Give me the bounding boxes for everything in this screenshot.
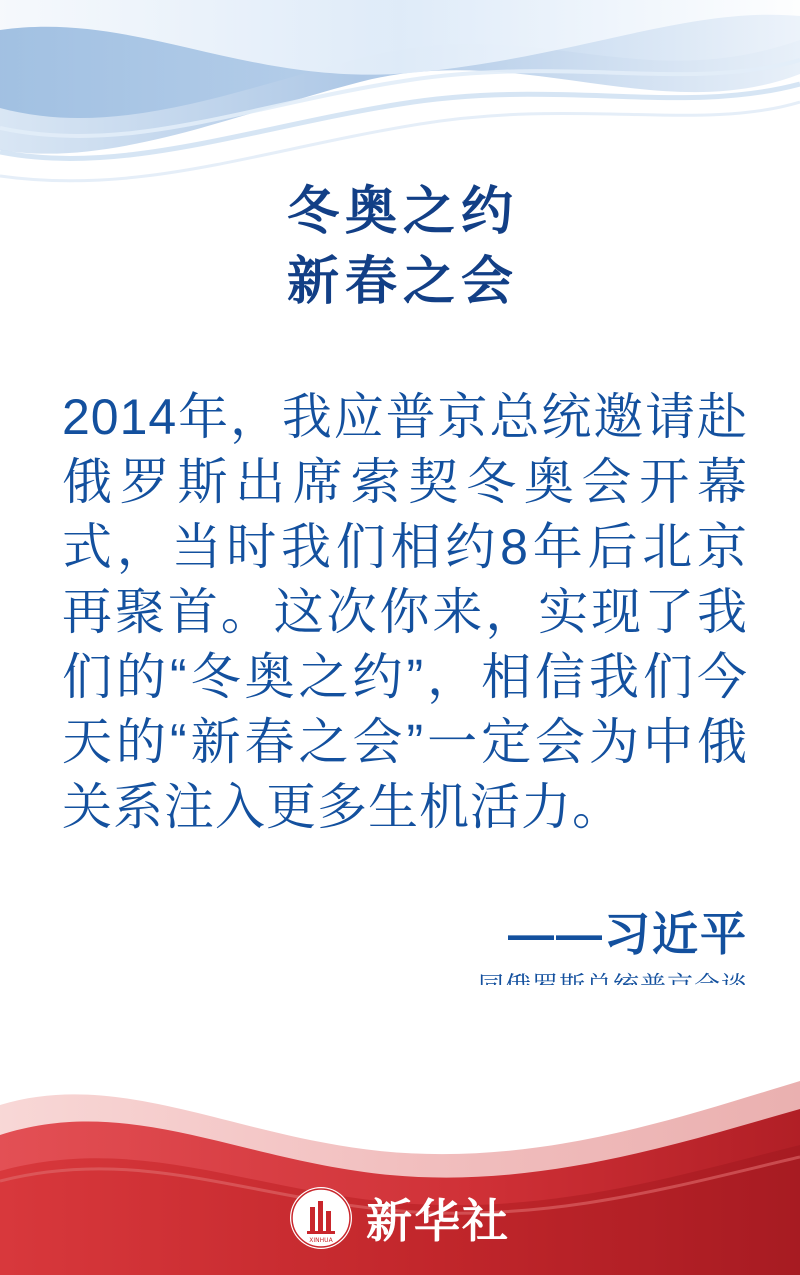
svg-text:XINHUA: XINHUA: [309, 1237, 333, 1244]
xinhua-logo-text: 新华社: [366, 1194, 510, 1248]
top-wave-svg: [0, 0, 800, 200]
xinhua-emblem-icon: [290, 1187, 352, 1249]
quote-text: 2014年，我应普京总统邀请赴俄罗斯出席索契冬奥会开幕式，当时我们相约8年后北京再聚首。这次你来，实现了我们的“冬奥之约”，相信我们今天的“新春之会”一定会为中俄关系注入更多生机活力。: [62, 389, 748, 835]
headline-block: [0, 178, 800, 317]
xinhua-logo: [0, 1185, 800, 1251]
headline-line-2: 新春之会: [286, 252, 519, 311]
top-wave-decoration: [0, 0, 800, 200]
attribution-name: ——习近平: [508, 908, 748, 960]
xinhua-logo-mark-icon: [290, 1187, 352, 1249]
headline-line-1: 冬奥之约: [286, 183, 519, 241]
